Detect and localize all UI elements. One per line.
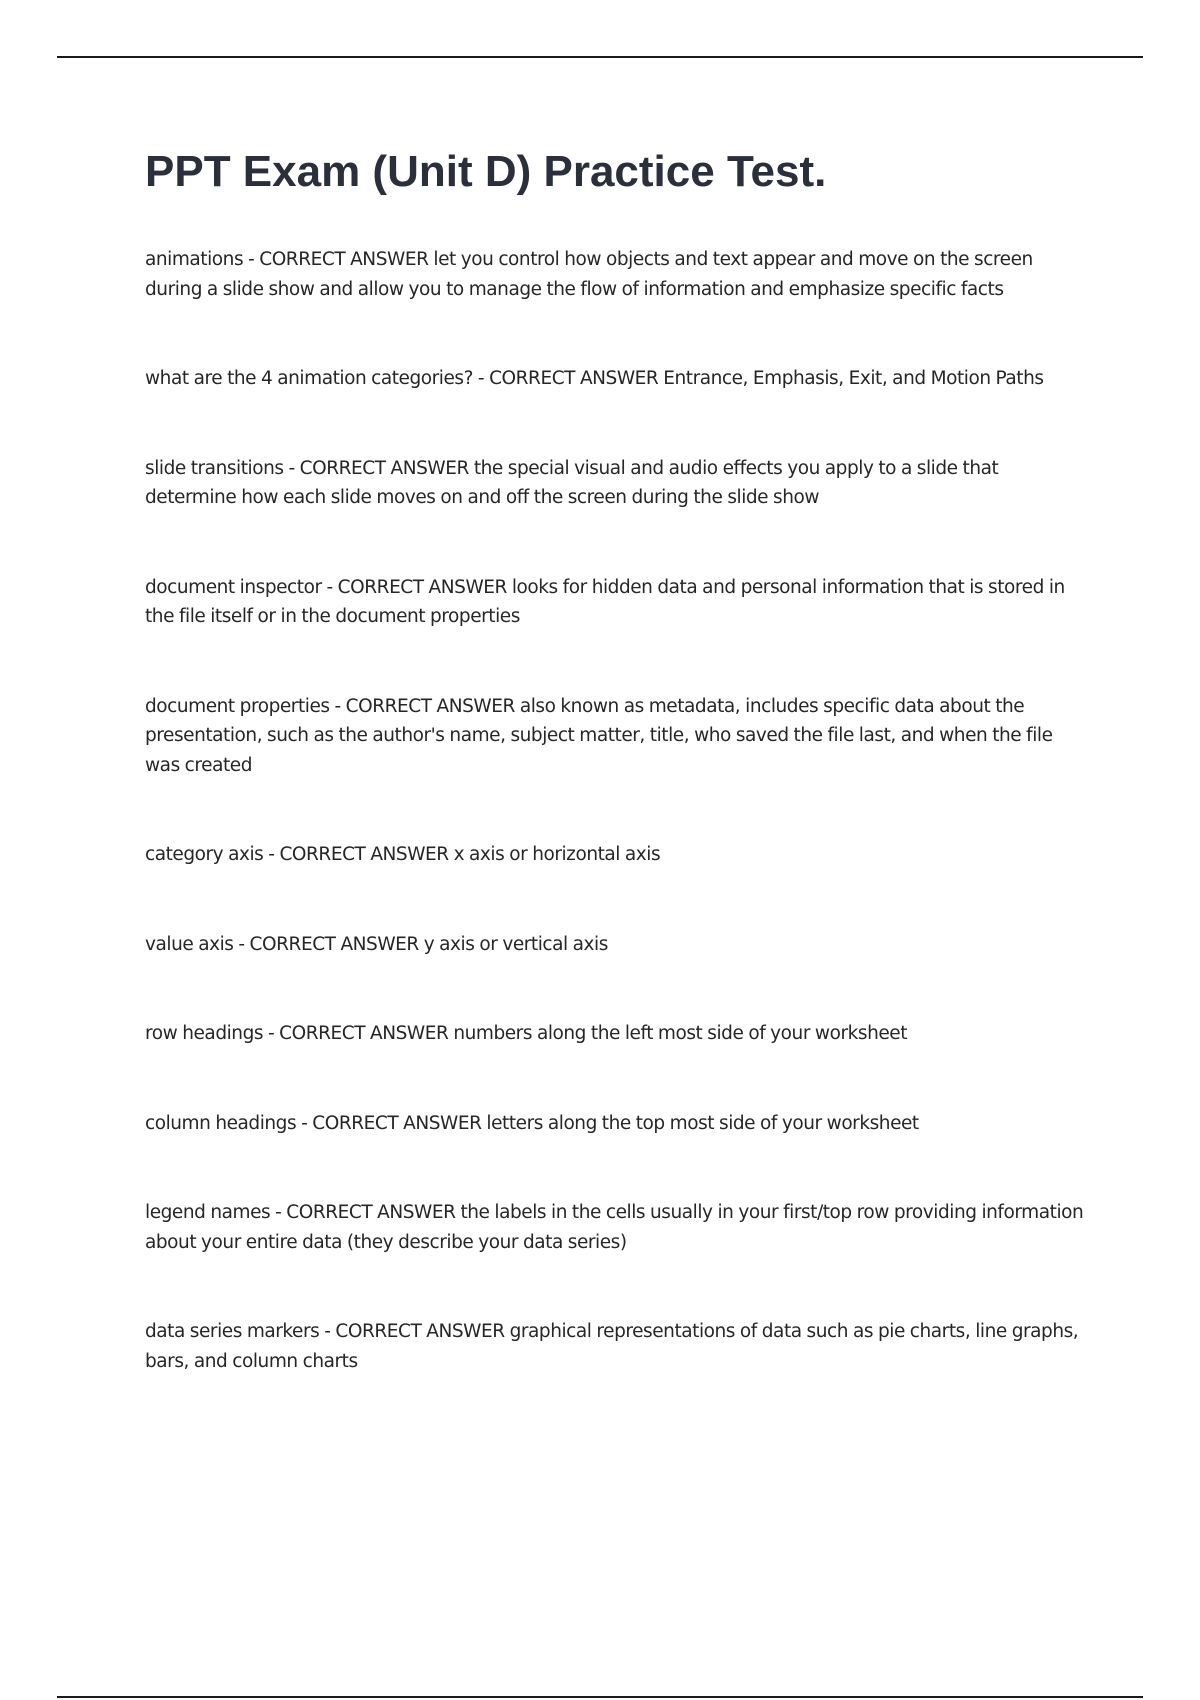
qa-item-category-axis: category axis - CORRECT ANSWER x axis or horizontal axis: [145, 844, 661, 865]
top-rule: [57, 56, 1143, 58]
qa-item-data-series-markers: data series markers - CORRECT ANSWER graphical representations of data such as pie charts, line graphs, bars, and column charts: [145, 1321, 1079, 1372]
document-body: [145, 142, 1085, 1436]
qa-item-slide-transitions: slide transitions - CORRECT ANSWER the special visual and audio effects you apply to a slide that determine how each slide moves on and off the screen during the slide show: [145, 457, 999, 508]
qa-item-legend-names: legend names - CORRECT ANSWER the labels in the cells usually in your first/top row providing information about your entire data (they describe your data series): [145, 1202, 1084, 1253]
qa-item-value-axis: value axis - CORRECT ANSWER y axis or vertical axis: [145, 933, 608, 955]
qa-item-column-headings: column headings - CORRECT ANSWER letters along the top most side of your worksheet: [145, 1112, 919, 1134]
qa-item-animations: animations - CORRECT ANSWER let you control how objects and text appear and move on the screen during a slide show and allow you to manage the flow of information and emphasize specific facts: [145, 249, 1033, 300]
page-title: PPT Exam (Unit D) Practice Test.: [145, 147, 827, 196]
qa-item-document-inspector: document inspector - CORRECT ANSWER looks for hidden data and personal information that is stored in the file itself or in the document properties: [145, 576, 1065, 627]
qa-item-document-properties: document properties - CORRECT ANSWER also known as metadata, includes specific data about the presentation, such as the author's name, subject matter, title, who saved the file last, and when the file was created: [145, 695, 1053, 776]
qa-item-row-headings: row headings - CORRECT ANSWER numbers along the left most side of your worksheet: [145, 1023, 908, 1044]
qa-item-animation-categories: what are the 4 animation categories? - CORRECT ANSWER Entrance, Emphasis, Exit, and Motion Paths: [145, 368, 1044, 389]
bottom-rule: [57, 1696, 1143, 1698]
qa-list: [145, 245, 1085, 1376]
